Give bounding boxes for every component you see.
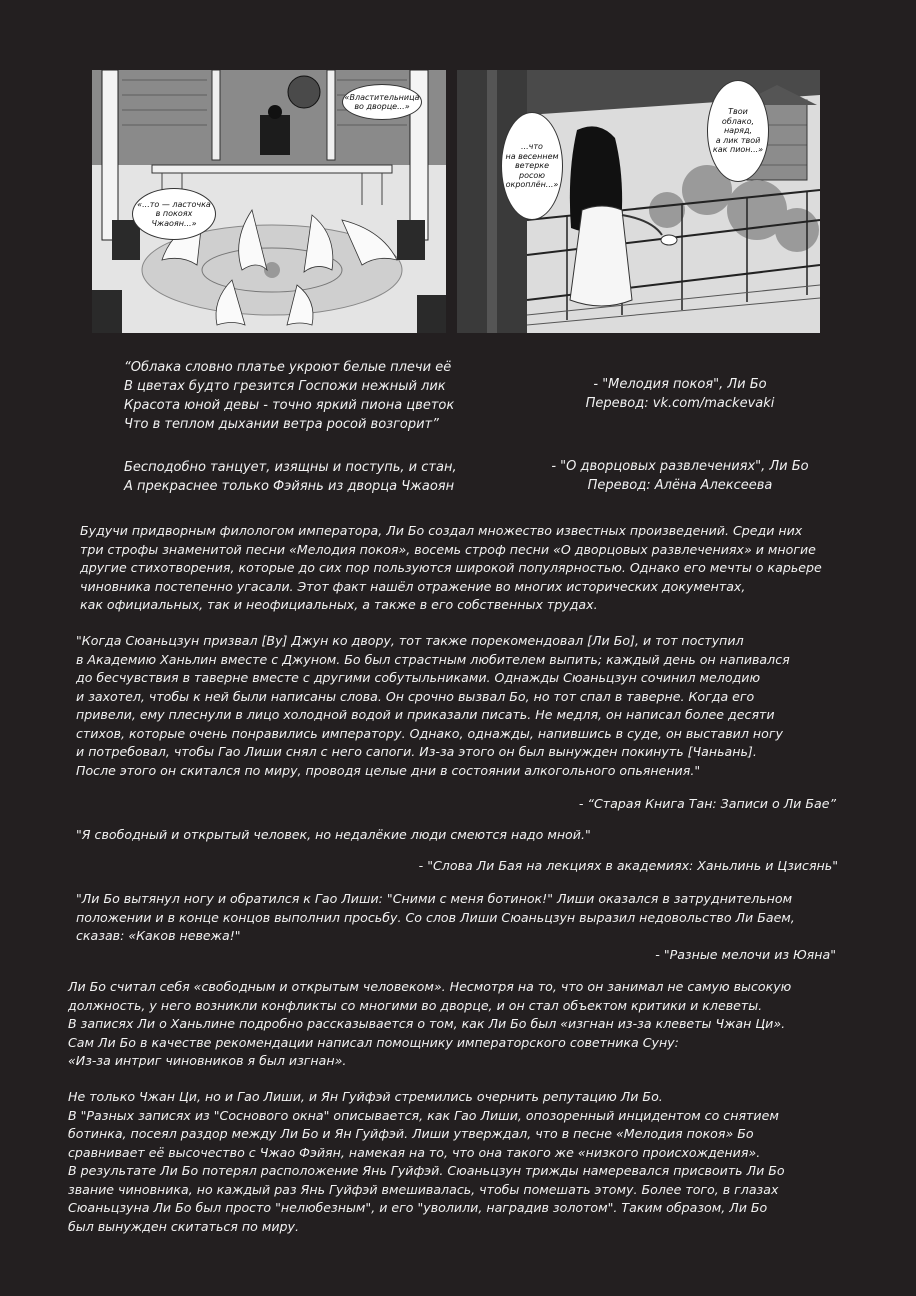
speech-bubble-swallow: «...то — ласточка в покоях Чжаоян...»	[132, 188, 216, 240]
speech-bubble-ruler: «Властительница во дворце...»	[342, 84, 422, 120]
quote-source-yuyang: - "Разные мелочи из Юяна"	[655, 947, 836, 962]
poem-credit-melody: - "Мелодия покоя", Ли Бо Перевод: vk.com/mackevaki	[585, 377, 775, 411]
paragraph-intrigues: Не только Чжан Ци, но и Гао Лиши, и Ян Гуйфэй стремились очернить репутацию Ли Бо. В "Разных записях из "Соснового окна" описывается, как Гао Лиши, опозоренный инцидентом со снятием ботинка, посеял раздор между Ли Бо и Ян Гуйфэй. Лиши утверждал, что в песне «Мелодия покоя» Бо сравнивает её высочество с Чжао Фэйян, намекая на то, что она такого же «низкого происхождения». В результате Ли Бо потерял расположение Янь Гуйфэй. Сюаньцзун трижды намеревался присвоить Ли Бо звание чиновника, но каждый раз Янь Гуйфэй вмешивалась, чтобы помешать этому. Более того, в глазах Сюаньцзуна Ли Бо был просто "нелюбезным", и его "уволили, наградив золотом". Таким образом, Ли Бо был вынужден скитаться по миру.	[68, 1089, 785, 1234]
quote-source-old-book-of-tang: - “Старая Книга Тан: Записи о Ли Бае”	[578, 796, 836, 811]
quote-free-man: "Я свободный и открытый человек, но недалёкие люди смеются надо мной."	[76, 827, 591, 842]
quote-old-book-of-tang: "Когда Сюаньцзун призвал [Ву] Джун ко двору, тот также порекомендовал [Ли Бо], и тот поступил в Академию Ханьлин вместе с Джуном. Бо был страстным любителем выпить; каждый день он напивался до бесчувствия в таверне вместе с другими собутыльниками. Однажды Сюаньцзун сочинил мелодию и захотел, чтобы к ней были написаны слова. Он срочно вызвал Бо, но тот спал в таверне. Когда его привели, ему плеснули в лицо холодной водой и приказали писать. Не медля, он написал более десяти стихов, которые очень понравились императору. Однако, однажды, напившись в суде, он выставил ногу и потребовал, чтобы Гао Лиши снял с него сапоги. Из-за этого он был вынужден покинуть [Чаньань]. После этого он скитался по миру, проводя целые дни в состоянии алкогольного опьянения."	[76, 633, 790, 778]
poem-palace-amusements: Бесподобно танцует, изящны и поступь, и стан, А прекраснее только Фэйянь из дворца Чжаоян	[124, 460, 457, 494]
manga-panel-balcony	[457, 70, 820, 333]
paragraph-conflicts: Ли Бо считал себя «свободным и открытым человеком». Несмотря на то, что он занимал не самую высокую должность, у него возникли конфликты со многими во дворце, и он стал объектом критики и клеветы. В записях Ли о Ханьлине подробно рассказывается о том, как Ли Бо был «изгнан из-за клеветы Чжан Ци». Сам Ли Бо в качестве рекомендации написал помощнику императорского советника Суну: «Из-за интриг чиновников я был изгнан».	[68, 979, 792, 1068]
manga-panel-palace-dance	[92, 70, 446, 333]
paragraph-court-career: Будучи придворным филологом императора, Ли Бо создал множество известных произведений. Среди них три строфы знаменитой песни «Мелодия покоя», восемь строф песни «О дворцовых развлечениях» и многие другие стихотворения, которые до сих пор пользуются широкой популярностью. Однако его мечты о карьере чиновника постепенно угасали. Этот факт нашёл отражение во многих исторических документах, как официальных, так и неофициальных, а также в его собственных трудах.	[80, 523, 822, 612]
quote-boot-incident: "Ли Бо вытянул ногу и обратился к Гао Лиши: "Сними с меня ботинок!" Лиши оказался в затруднительном положении и в конце концов выполнил просьбу. Со слов Лиши Сюаньцзун выразил недовольство Ли Баем, сказав: «Каков невежа!"	[76, 891, 795, 943]
quote-source-lectures: - "Слова Ли Бая на лекциях в академиях: Ханьлинь и Цзисянь"	[418, 858, 838, 873]
speech-bubble-cloud-attire: Твои облако, наряд, а лик твой как пион...»	[707, 80, 769, 182]
poem-credit-amusements: - "О дворцовых развлечениях", Ли Бо Перевод: Алёна Алексеева	[551, 459, 809, 493]
poem-melody-of-peace: “Облака словно платье укроют белые плечи её В цветах будто грезится Госпожи нежный лик Красота юной девы - точно яркий пиона цветок Что в теплом дыхании ветра росой возгорит”	[124, 360, 455, 432]
speech-bubble-spring-breeze: ...что на весеннем ветерке росою окроплён...»	[501, 112, 563, 220]
